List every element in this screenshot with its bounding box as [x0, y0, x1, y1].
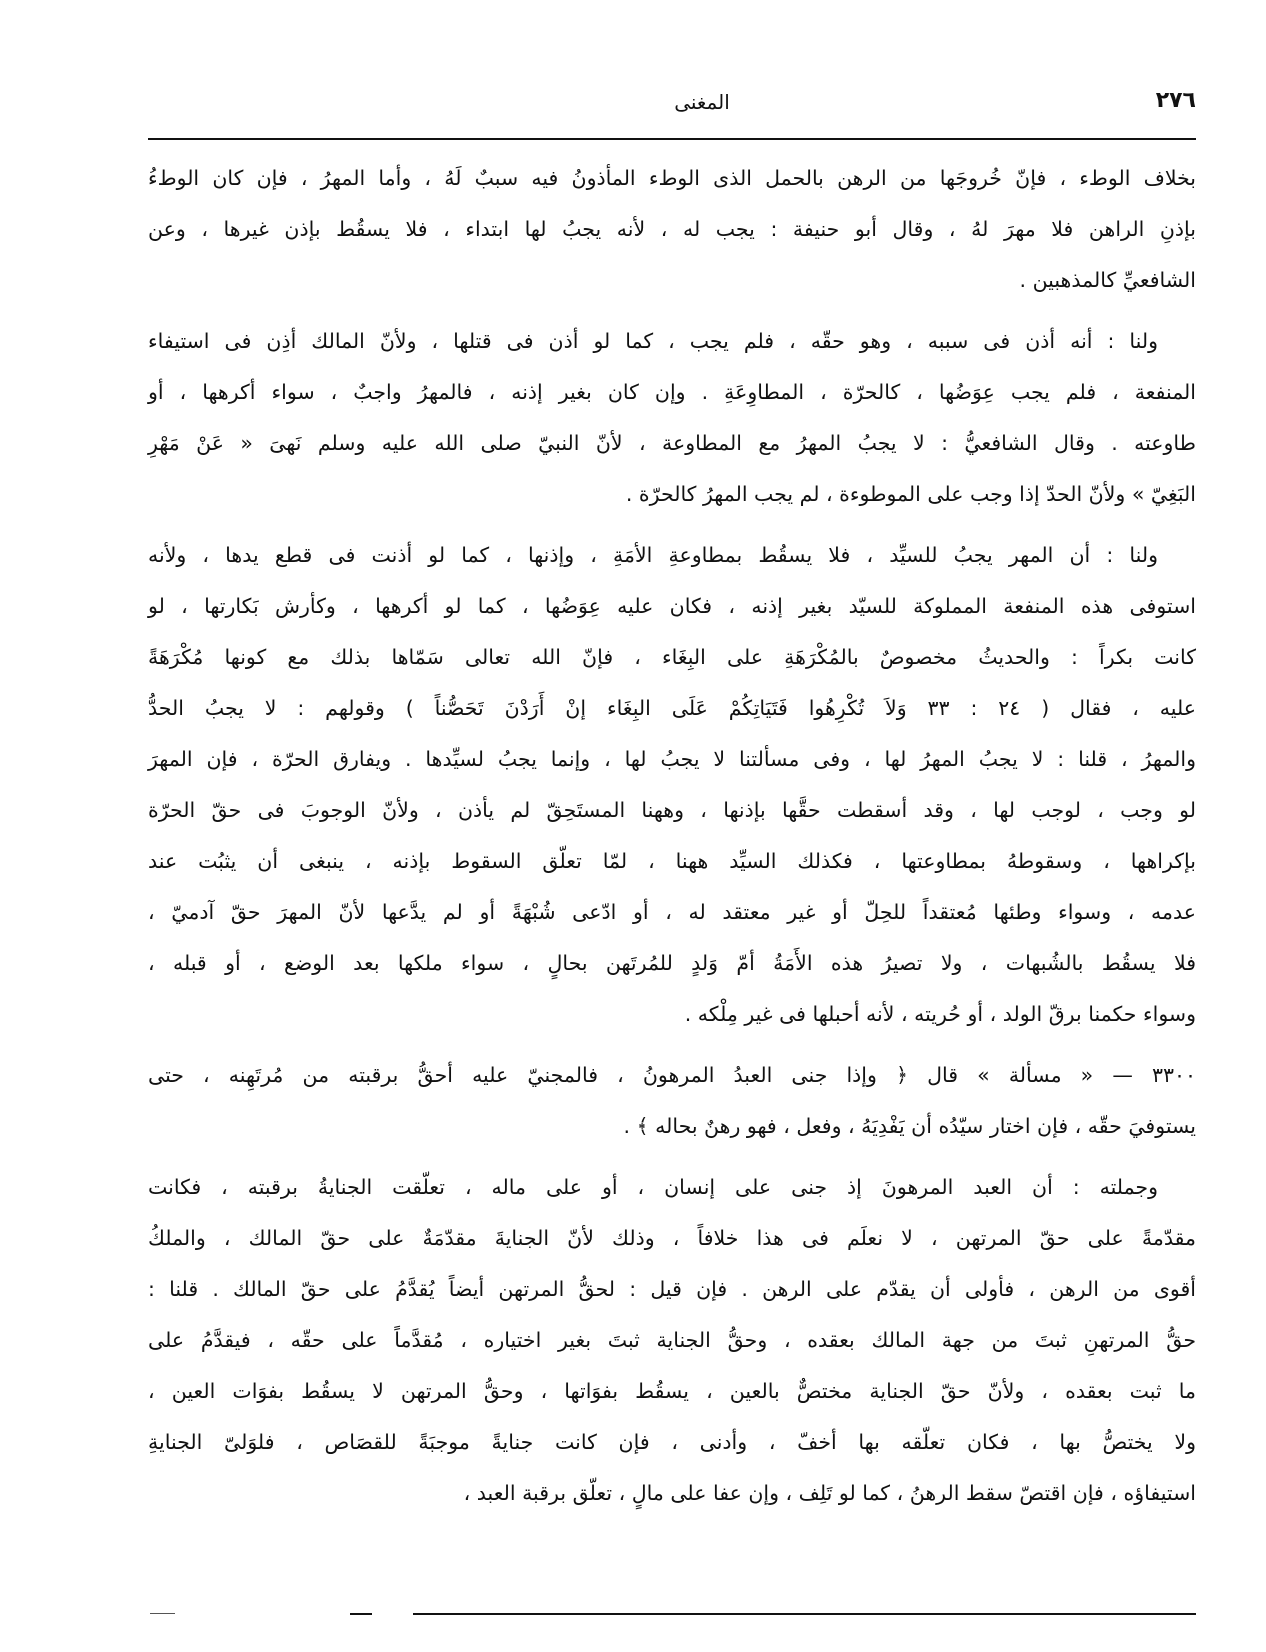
text-line: أقوى من الرهن ، فأولى أن يقدّم على الرهن . فإن قيل : لحقُّ المرتهن أيضاً يُقدَّمُ على حقّ المالك . قلنا :: [148, 1277, 1196, 1301]
paragraph: [148, 153, 1196, 306]
text-line: كانت بكراً : والحديثُ مخصوصٌ بالمُكْرَهَةِ على البِغَاء ، فإنّ الله تعالى سَمّاها بذلك مع كونها مُكْرَهَةً: [148, 645, 1196, 669]
text-line: بإذنِ الراهن فلا مهرَ لهُ ، وقال أبو حنيفة : يجب له ، لأنه يجبُ لها ابتداء ، فلا يسقُط بإذن غيرها ، وعن: [148, 217, 1196, 241]
text-line: لو وجب ، لوجب لها ، وقد أسقطت حقَّها بإذنها ، وههنا المستَحِقّ لم يأذن ، ولأنّ الوجوبَ فى حقّ الحرّة: [148, 798, 1196, 822]
text-line: بإكراهها ، وسقوطهُ بمطاوعتها ، فكذلك السيِّد ههنا ، لمّا تعلّق السقوط بإذنه ، ينبغى أن يثبُت عند: [148, 849, 1196, 873]
page-body: [148, 153, 1196, 1519]
text-line: ولا يختصُّ بها ، فكان تعلّقه بها أخفّ ، وأدنى ، فإن كانت جنايةً موجبَةً للقصَاص ، فلوَلىّ الجنايةِ: [148, 1430, 1196, 1454]
text-line: حقُّ المرتهنِ ثبتَ من جهة المالك بعقده ، وحقُّ الجناية ثبتَ بغير اختياره ، مُقدَّماً على حقّه ، فيقدَّمُ على: [148, 1328, 1196, 1352]
paragraph: [148, 530, 1196, 1040]
text-line: يستوفيَ حقّه ، فإن اختار سيّدُه أن يَفْدِيَهُ ، وفعل ، فهو رهنٌ بحاله ﴾ .: [623, 1114, 1196, 1138]
text-line: وجملته : أن العبد المرهونَ إذ جنى على إنسان ، أو على ماله ، تعلّقت الجنايةُ برقبته ، فكانت: [148, 1175, 1158, 1199]
footer-rule: [413, 1613, 1196, 1615]
text-line: ولنا : أنه أذن فى سببه ، وهو حقّه ، فلم يجب ، كما لو أذن فى قتلها ، ولأنّ المالك أذِن فى استيفاء: [148, 329, 1158, 353]
text-line: بخلاف الوطء ، فإنّ خُروجَها من الرهن بالحمل الذى الوطء المأذونُ فيه سببٌ لَهُ ، وأما المهرُ ، فإن كان الوطءُ: [148, 166, 1196, 190]
text-line: البَغِيّ » ولأنّ الحدّ إذا وجب على الموطوءة ، لم يجب المهرُ كالحرّة .: [625, 482, 1196, 506]
paragraph: [148, 1162, 1196, 1519]
text-line: ما ثبت بعقده ، ولأنّ حقّ الجناية مختصٌّ بالعين ، يسقُط بفوَاتها ، وحقُّ المرتهن لا يسقُط بفوَات العين ،: [148, 1379, 1196, 1403]
text-line: عدمه ، وسواء وطئها مُعتقداً للحِلّ أو غير معتقد له ، أو ادّعى شُبْهَةً أو لم يدَّعها لأنّ المهرَ حقّ آدميّ ،: [148, 900, 1196, 924]
header-rule: [148, 138, 1196, 140]
text-line: ٣٣٠٠ — « مسألة » قال ﴿ وإذا جنى العبدُ المرهونُ ، فالمجنيّ عليه أحقُّ برقبته من مُرتَهِنه ، حتى: [148, 1063, 1196, 1087]
paragraph: [148, 316, 1196, 520]
text-line: والمهرُ ، قلنا : لا يجبُ المهرُ لها ، وفى مسألتنا لا يجبُ لها ، وإنما يجبُ لسيِّدها . ويفارق الحرّة ، فإن المهرَ: [148, 747, 1196, 771]
text-line: المنفعة ، فلم يجب عِوَضُها ، كالحرّة ، المطاوِعَةِ . وإن كان بغير إذنه ، فالمهرُ واجبٌ ، سواء أكرهها ، أو: [148, 380, 1196, 404]
text-line: فلا يسقُط بالشُبهات ، ولا تصيرُ هذه الأَمَةُ أمّ وَلدٍ للمُرتَهن بحالٍ ، سواء ملكها بعد الوضع ، أو قبله ،: [148, 951, 1196, 975]
paragraph: [148, 1050, 1196, 1152]
text-line: طاوعته . وقال الشافعيُّ : لا يجبُ المهرُ مع المطاوعة ، لأنّ النبيّ صلى الله عليه وسلم نَهىَ « عَنْ مَهْرِ: [148, 431, 1196, 455]
text-line: ولنا : أن المهر يجبُ للسيِّد ، فلا يسقُط بمطاوعةِ الأمَةِ ، وإذنها ، كما لو أذنت فى قطع يدها ، ولأنه: [148, 543, 1158, 567]
footer-rule-fragment: [350, 1613, 372, 1615]
footer-rule-fragment: [150, 1613, 175, 1614]
text-line: عليه ، فقال ( ٢٤ : ٣٣ وَلاَ تُكْرِهُوا فَتَيَاتِكُمْ عَلَى البِغَاء إنْ أَرَدْنَ تَحَصُّناً ) وقولهم : لا يجبُ الحدُّ: [148, 696, 1196, 720]
page-number: ٢٧٦: [1155, 88, 1196, 113]
page-header: [148, 88, 1196, 128]
text-line: استوفى هذه المنفعة المملوكة للسيّد بغير إذنه ، فكان عليه عِوَضُها ، كما لو أكرهها ، وكأرش بَكارتها ، لو: [148, 594, 1196, 618]
text-line: الشافعيِّ كالمذهبين .: [1019, 268, 1196, 292]
text-line: مقدّمةً على حقّ المرتهن ، لا نعلَم فى هذا خلافاً ، وذلك لأنّ الجنايةَ مقدّمَةٌ على حقّ المالك ، والملكُ: [148, 1226, 1196, 1250]
text-line: استيفاؤه ، فإن اقتصّ سقط الرهنُ ، كما لو تَلِف ، وإن عفا على مالٍ ، تعلّق برقبة العبد ،: [463, 1481, 1196, 1505]
text-line: وسواء حكمنا برقّ الولد ، أو حُريته ، لأنه أحبلها فى غير مِلْكه .: [684, 1002, 1196, 1026]
running-title: المغنى: [674, 90, 730, 114]
